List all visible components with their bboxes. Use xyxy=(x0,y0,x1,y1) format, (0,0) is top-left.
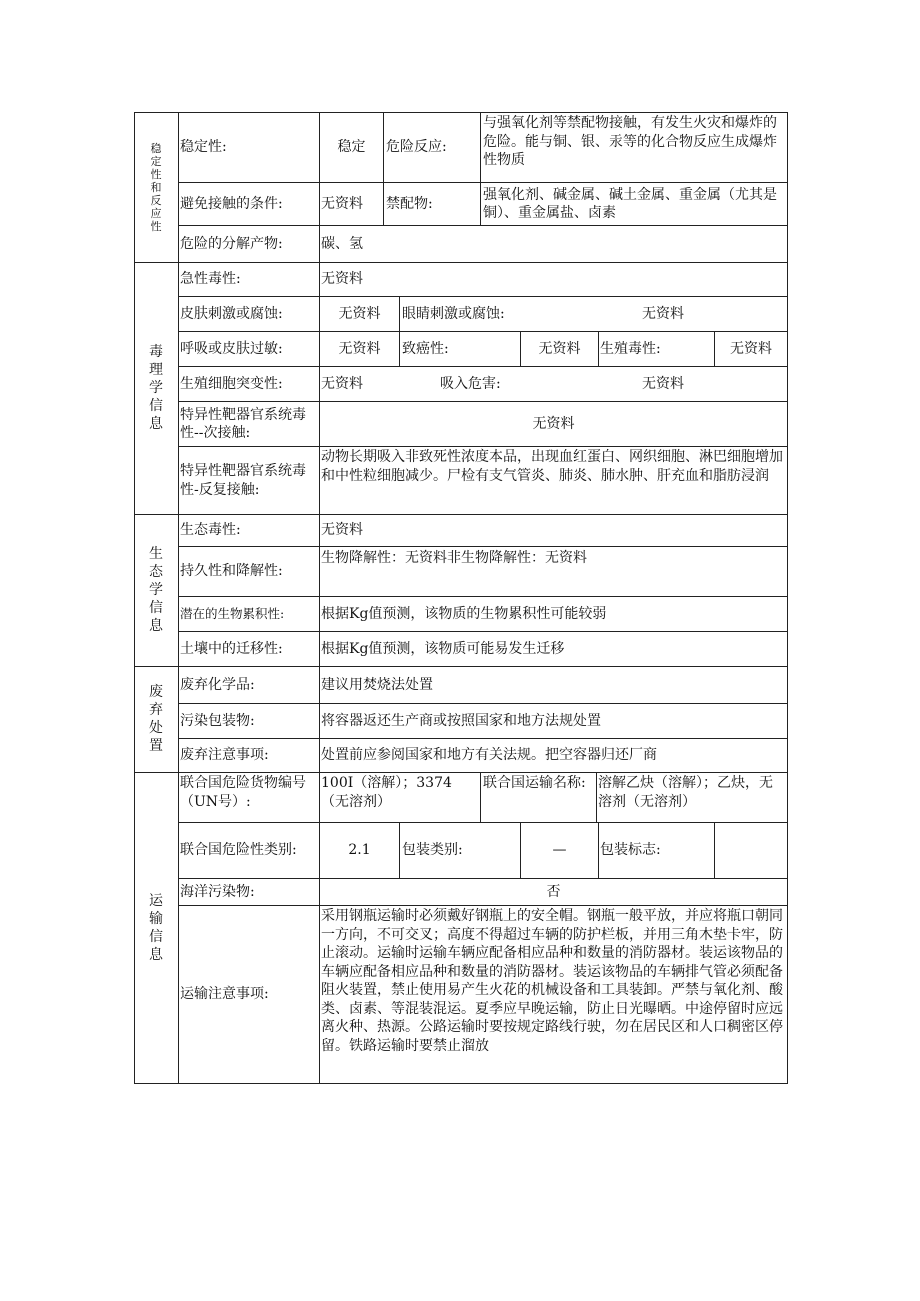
section-disposal: 废弃处置 xyxy=(149,684,163,754)
contaminated-package-label: 污染包装物: xyxy=(180,712,255,729)
persistence-label: 持久性和降解性: xyxy=(180,563,283,580)
packing-group-value: — xyxy=(552,842,567,859)
stot-single-value: 无资料 xyxy=(532,415,575,432)
mutagenicity-value: 无资料 xyxy=(321,375,363,392)
un-shipping-name-label: 联合国运输名称: xyxy=(483,775,586,791)
mutagenicity-label: 生殖细胞突变性: xyxy=(180,375,283,392)
acute-toxicity-label: 急性毒性: xyxy=(180,271,241,288)
un-number-label: 联合国危险货物编号（UN号）: xyxy=(180,775,306,810)
waste-chemical-value: 建议用焚烧法处置 xyxy=(321,676,433,693)
ecotoxicity-label: 生态毒性: xyxy=(180,522,241,539)
waste-chemical-label: 废弃化学品: xyxy=(180,676,255,693)
package-mark-value xyxy=(715,823,787,878)
stability-label: 稳定性: xyxy=(180,139,227,156)
disposal-notes-value: 处置前应参阅国家和地方有关法规。把空容器归还厂商 xyxy=(321,747,657,764)
persistence-value: 生物降解性：无资料非生物降解性：无资料 xyxy=(321,550,587,566)
soil-mobility-label: 土壤中的迁移性: xyxy=(180,640,283,657)
sensitization-label: 呼吸或皮肤过敏: xyxy=(180,340,283,357)
bioaccumulation-label: 潜在的生物累积性: xyxy=(180,605,285,621)
incompatible-label: 禁配物: xyxy=(386,195,433,212)
transport-notes-label: 运输注意事项: xyxy=(180,986,269,1003)
incompatible-value: 强氧化剂、碱金属、碱土金属、重金属（尤其是铜）、重金属盐、卤素 xyxy=(483,186,777,221)
aspiration-hazard-label: 吸入危害: xyxy=(440,375,501,392)
section-ecology: 生态学信息 xyxy=(149,546,163,634)
carcinogenicity-value: 无资料 xyxy=(538,340,581,357)
stability-value: 稳定 xyxy=(337,139,366,156)
bioaccumulation-value: 根据Kg值预测，该物质的生物累积性可能较弱 xyxy=(321,605,607,622)
skin-irritation-value: 无资料 xyxy=(338,305,381,322)
hazard-reaction-value: 与强氧化剂等禁配物接触，有发生火灾和爆炸的危险。能与铜、银、汞等的化合物反应生成爆炸性物质 xyxy=(483,115,777,168)
contaminated-package-value: 将容器返还生产商或按照国家和地方法规处置 xyxy=(321,712,601,729)
hazard-class-value: 2.1 xyxy=(348,842,371,859)
decomposition-label: 危险的分解产物: xyxy=(180,235,283,252)
un-shipping-name-value: 溶解乙炔（溶解）；乙炔，无溶剂（无溶剂） xyxy=(598,775,773,810)
ecotoxicity-value: 无资料 xyxy=(321,522,363,539)
skin-irritation-label: 皮肤刺激或腐蚀: xyxy=(180,305,283,322)
section-toxicology: 毒理学信息 xyxy=(149,344,163,432)
transport-notes-value: 采用钢瓶运输时必须戴好钢瓶上的安全帽。钢瓶一般平放，并应将瓶口朝同一方向，不可交叉；高度不得超过车辆的防护栏板，并用三角木垫卡牢，防止滚动。运输时运输车辆应配备相应品种和数量的消防器材。装运该物品的车辆应配备相应品种和数量的消防器材。装运该物品的车辆排气管必须配备阻火装置，禁止使用易产生火花的机械设备和工具装卸。严禁与氧化剂、酸类、卤素、等混装混运。夏季应早晚运输，防止日光曝晒。中途停留时应远离火种、热源。公路运输时要按规定路线行驶，勿在居民区和人口稠密区停留。铁路运输时要禁止溜放 xyxy=(321,908,783,1054)
sensitization-value: 无资料 xyxy=(338,340,381,357)
aspiration-hazard-value: 无资料 xyxy=(642,375,684,392)
stot-single-label: 特异性靶器官系统毒性--次接触: xyxy=(180,406,306,441)
eye-irritation-label: 眼睛刺激或腐蚀: xyxy=(402,305,505,322)
marine-pollutant-label: 海洋污染物: xyxy=(180,883,255,900)
stot-repeat-label: 特异性靶器官系统毒性-反复接触: xyxy=(180,463,306,498)
section-stability: 稳定性和反应性 xyxy=(150,141,162,233)
soil-mobility-value: 根据Kg值预测，该物质可能易发生迁移 xyxy=(321,640,565,657)
avoid-conditions-label: 避免接触的条件: xyxy=(180,195,283,212)
eye-irritation-value: 无资料 xyxy=(642,305,684,322)
hazard-reaction-label: 危险反应: xyxy=(386,139,447,156)
carcinogenicity-label: 致癌性: xyxy=(402,340,449,357)
avoid-conditions-value: 无资料 xyxy=(321,195,363,212)
packing-group-label: 包装类别: xyxy=(402,842,463,859)
section-transport: 运输信息 xyxy=(149,892,163,963)
stot-repeat-value: 动物长期吸入非致死性浓度本品，出现血红蛋白、网织细胞、淋巴细胞增加和中性粒细胞减少。尸检有支气管炎、肺炎、肺水肿、肝充血和脂肪浸润 xyxy=(321,449,783,484)
acute-toxicity-value: 无资料 xyxy=(321,271,363,288)
reproductive-toxicity-label: 生殖毒性: xyxy=(600,340,661,357)
disposal-notes-label: 废弃注意事项: xyxy=(180,747,269,764)
package-mark-label: 包装标志: xyxy=(600,842,661,859)
reproductive-toxicity-value: 无资料 xyxy=(730,340,772,357)
hazard-class-label: 联合国危险性类别: xyxy=(180,842,297,859)
decomposition-value: 碳、氢 xyxy=(321,235,363,252)
un-number-value: 100I（溶解）；3374（无溶剂） xyxy=(321,775,452,810)
marine-pollutant-value: 否 xyxy=(546,883,561,900)
